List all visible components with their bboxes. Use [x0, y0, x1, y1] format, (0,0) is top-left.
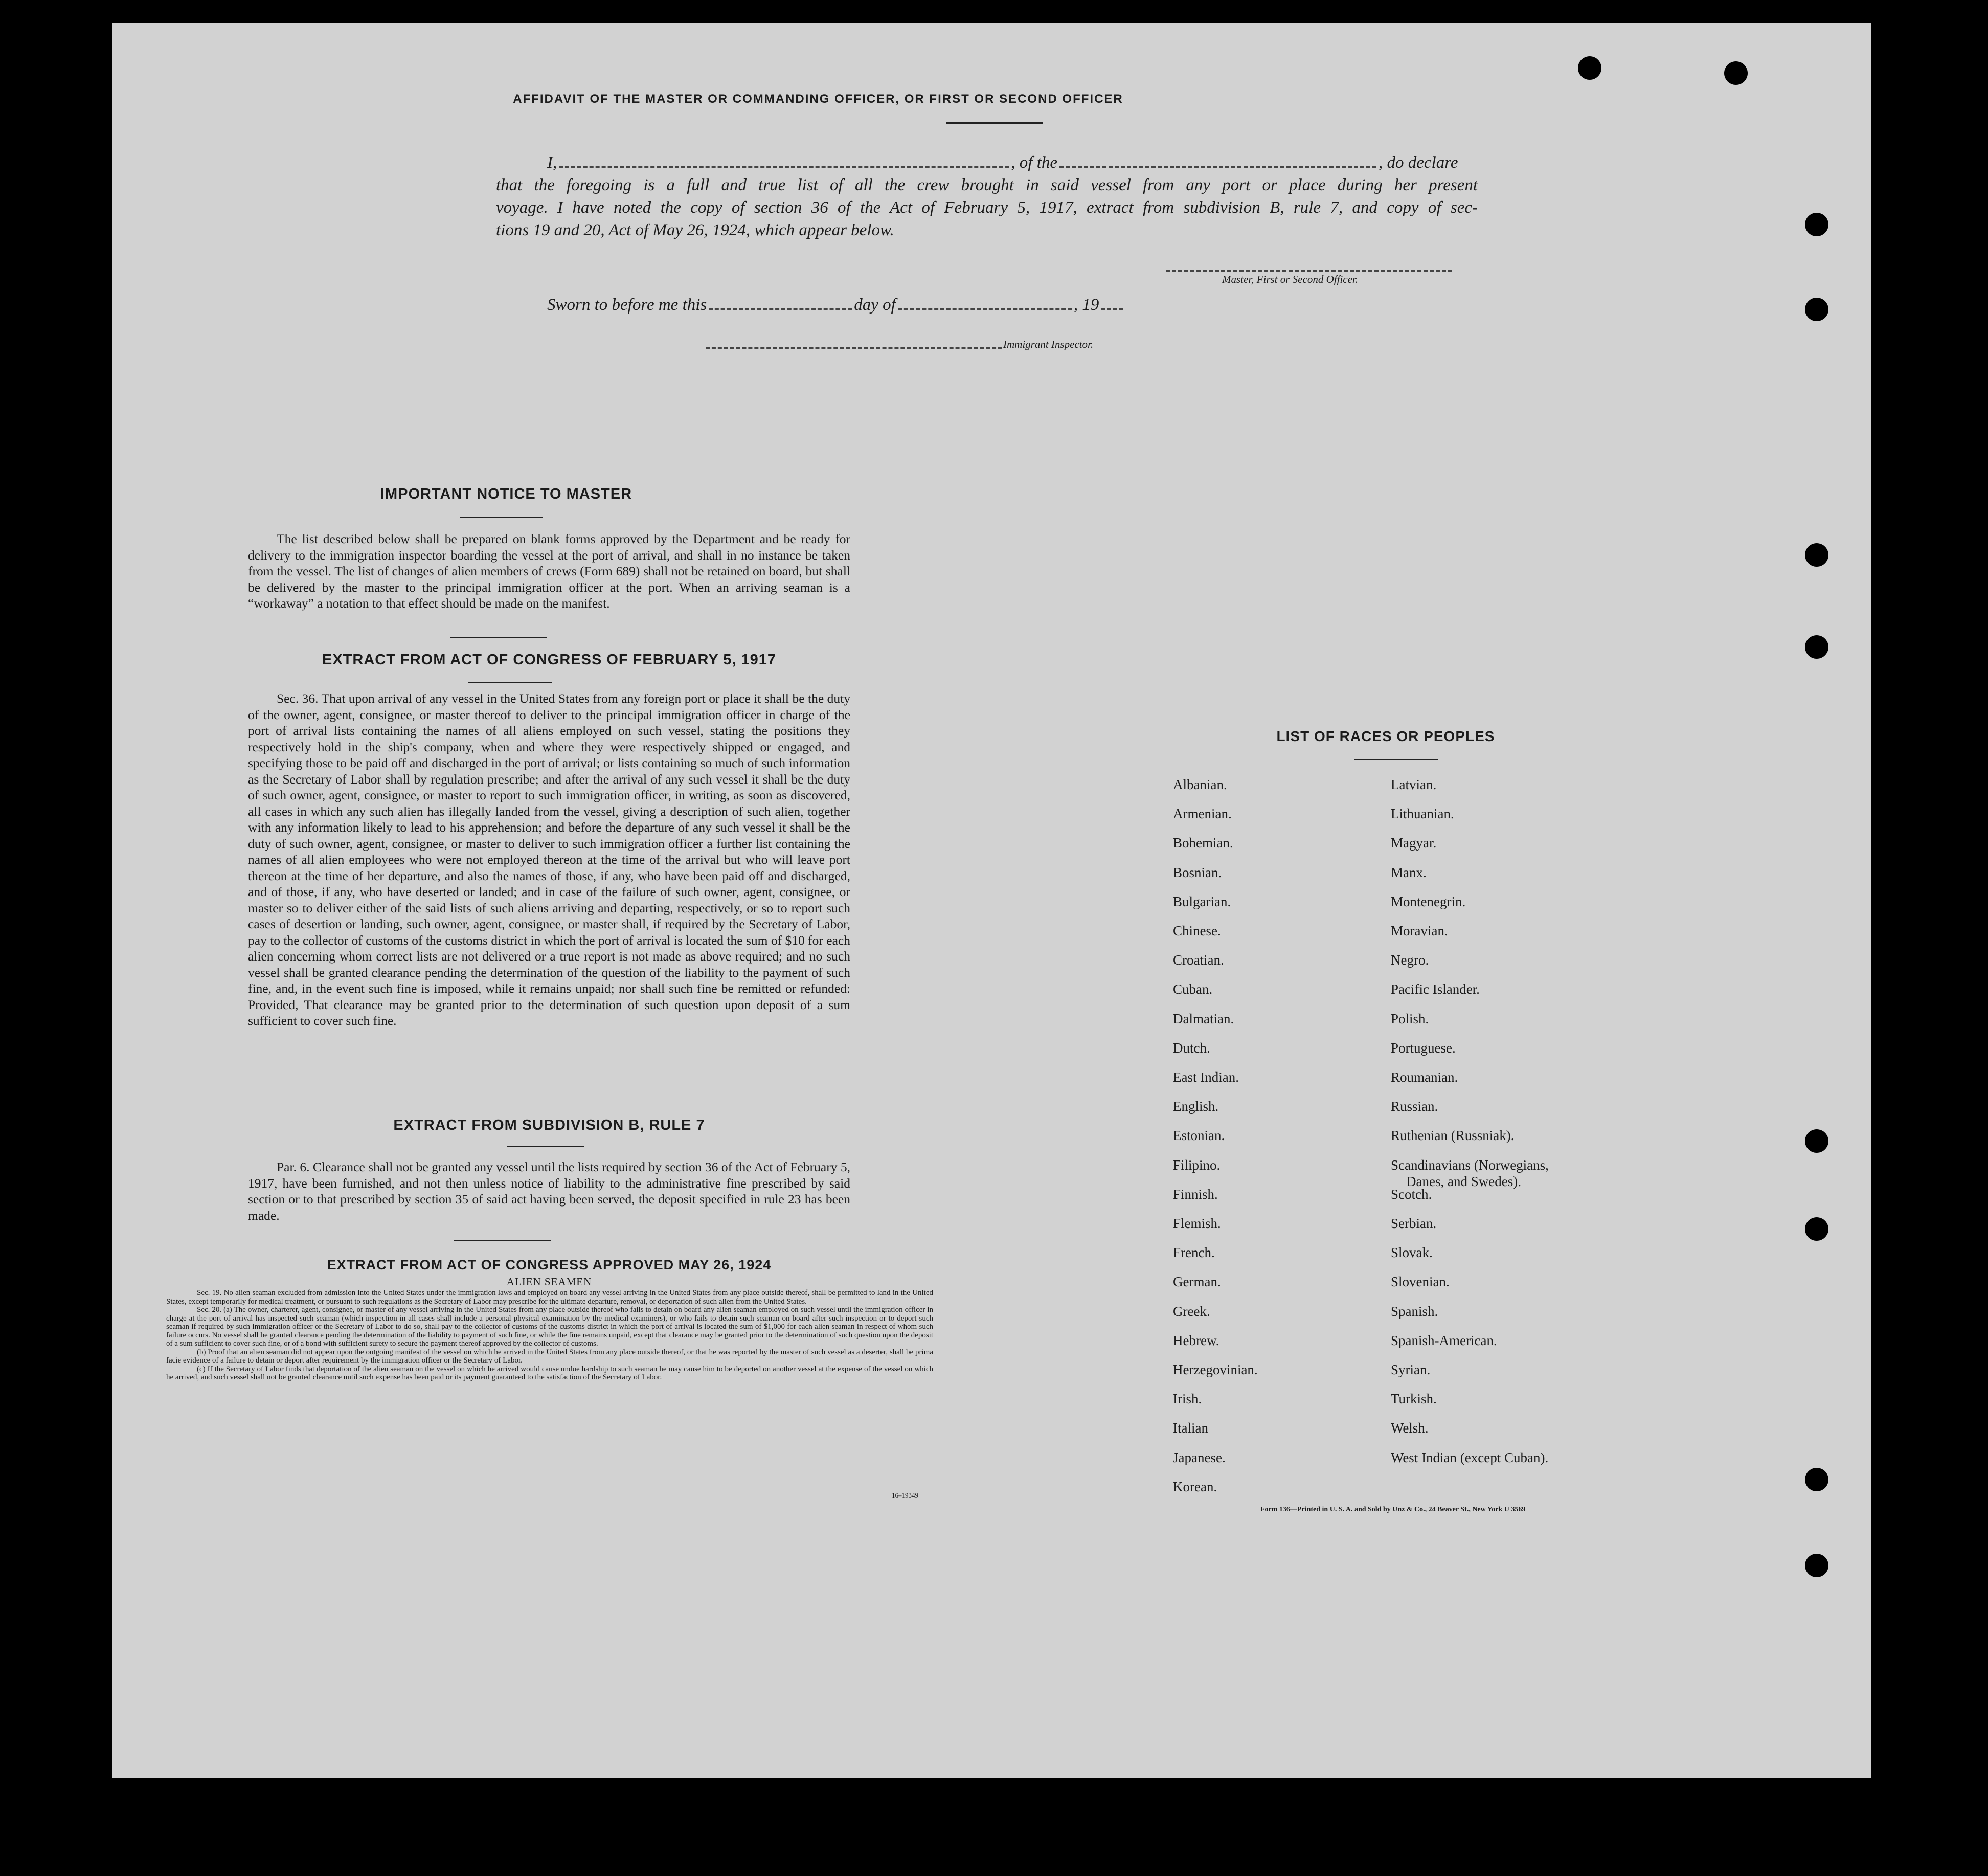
punch-hole	[1805, 1468, 1828, 1491]
inspector-label: Immigrant Inspector.	[1003, 338, 1094, 350]
race-item: East Indian.	[1173, 1069, 1239, 1085]
race-item: Roumanian.	[1391, 1069, 1458, 1085]
of-the-label: , of the	[1011, 153, 1057, 172]
title-underline	[946, 122, 1043, 124]
race-item: Scandinavians (Norwegians,	[1391, 1157, 1549, 1173]
race-item: German.	[1173, 1274, 1221, 1290]
race-item: Hebrew.	[1173, 1332, 1219, 1348]
sworn-label: Sworn to before me this	[547, 296, 707, 314]
punch-hole	[1805, 298, 1828, 321]
notice-rule	[460, 517, 543, 518]
affidavit-line-1	[496, 151, 1478, 174]
race-item: Japanese.	[1173, 1449, 1226, 1465]
race-item: Estonian.	[1173, 1128, 1225, 1144]
sec-19: Sec. 19. No alien seaman excluded from admission into the United States under the immigration laws and employed on board any vessel arriving in the United States from any place outside thereof, shall be permitted to land in the United States, except temporarily for medical treatment, or pursuant to such regulations as the Secretary of Labor may prescribe for the ultimate departure, removal, or deportation of such alien from the United States.	[166, 1289, 933, 1306]
master-signature-label: Master, First or Second Officer.	[1222, 273, 1358, 285]
rule7-text: Par. 6. Clearance shall not be granted any vessel until the lists required by section 36 of the Act of February 5, 1917, have been furnished, and not then unless notice of liability to the administrative fine prescribed by said section or to that prescribed by section 35 of said act having been served, the deposit specified in rule 23 has been made.	[248, 1159, 850, 1223]
race-item: Moravian.	[1391, 923, 1448, 939]
race-item: Danes, and Swedes).	[1406, 1173, 1521, 1189]
rule7-title: EXTRACT FROM SUBDIVISION B, RULE 7	[393, 1117, 705, 1133]
race-item: Dalmatian.	[1173, 1011, 1234, 1026]
punch-hole	[1578, 56, 1601, 80]
affidavit-line-3: voyage. I have noted the copy of section 36 of the Act of February 5, 1917, extract from subdivision B, rule 7, and copy of sec-	[496, 198, 1478, 217]
notice-title: IMPORTANT NOTICE TO MASTER	[380, 486, 632, 502]
punch-hole	[1805, 1217, 1828, 1241]
punch-hole	[1805, 543, 1828, 567]
race-item: English.	[1173, 1099, 1219, 1114]
print-code: 16–19349	[892, 1491, 918, 1499]
inspector-signature-line	[706, 347, 1002, 349]
alien-seamen-subtitle: ALIEN SEAMEN	[506, 1276, 592, 1288]
race-item: West Indian (except Cuban).	[1391, 1449, 1549, 1465]
affidavit-title: AFFIDAVIT OF THE MASTER OR COMMANDING OFFICER, OR FIRST OR SECOND OFFICER	[513, 92, 1123, 106]
punch-hole	[1805, 213, 1828, 236]
form-footer: Form 136—Printed in U. S. A. and Sold by Unz & Co., 24 Beaver St., New York U 3569	[1260, 1506, 1526, 1513]
affidavit-line-4: tions 19 and 20, Act of May 26, 1924, which appear below.	[496, 221, 894, 239]
race-item: Welsh.	[1391, 1420, 1429, 1436]
document-page	[112, 23, 1871, 1778]
race-item: Portuguese.	[1391, 1040, 1456, 1056]
race-item: Bohemian.	[1173, 835, 1233, 851]
day-of-label: day of	[854, 296, 896, 314]
sec-20a: Sec. 20. (a) The owner, charterer, agent, consignee, or master of any vessel arriving in the United States from any place outside thereof who fails to detain on board any alien seaman employed on such vessel until the immigration officer in charge at the port of arrival has inspected such seaman (which inspection in all cases shall include a personal physical examination by the medical examiners), or who fails to detain such seaman on board after such inspection or to deport such seaman if required by such immigration officer or the Secretary of Labor to do so, shall pay to the collector of customs of the customs district in which the port of arrival is located the sum of $1,000 for each alien seaman in respect of whom such failure occurs. No vessel shall be granted clearance pending the determination of the liability to payment of such fine, or while the fine remains unpaid, except that clearance may be granted prior to the determination of such question upon the deposit of a sum sufficient to cover such fine, or of a bond with sufficient surety to secure the payment thereof approved by the collector of customs.	[166, 1306, 933, 1348]
race-item: Ruthenian (Russniak).	[1391, 1128, 1515, 1144]
do-declare-label: , do declare	[1378, 153, 1458, 172]
extract-1917-text: Sec. 36. That upon arrival of any vessel in the United States from any foreign port or place it shall be the duty of the owner, agent, consignee, or master thereof to deliver to the principal immigration officer in charge of the port of arrival lists containing the names of all aliens employed on such vessel, stating the positions they respectively hold in the ship's company, when and where they were respectively shipped or engaged, and specifying those to be paid off and discharged in the port of arrival; or lists containing so much of such information as the Secretary of Labor shall by regulation prescribe; and after the arrival of any such vessel it shall be the duty of such owner, agent, consignee, or master to report to such immigration officer, in writing, as soon as discovered, all cases in which any such alien has illegally landed from the vessel, giving a description of such alien, together with any information likely to lead to his apprehension; and before the departure of any such vessel it shall be the duty of such owner, agent, consignee, or master to deliver to such immigration officer a further list containing the names of all alien employees who were not employed thereon at the time of the arrival but who will leave port thereon at the time of her departure, and also the names of those, if any, who have been paid off and discharged, and of those, if any, who have deserted or landed; and in case of the failure of such owner, agent, consignee, or master so to deliver either of the said lists of such aliens arriving and departing, respectively, or so to report such cases of desertion or landing, such owner, agent, consignee, or master shall, if required by the Secretary of Labor, pay to the collector of customs of the customs district in which the port of arrival is located the sum of $10 for each alien concerning whom correct lists are not delivered or a true report is not made as above required; and no such vessel shall be granted clearance pending the determination of the question of the liability to the payment of such fine, and, in the event such fine is imposed, while it remains unpaid; nor shall such fine be remitted or refunded: Provided, That clearance may be granted prior to the determination of such question upon deposit of a sum sufficient to cover such fine.	[248, 691, 850, 1028]
race-item: Filipino.	[1173, 1157, 1221, 1173]
punch-hole	[1724, 61, 1748, 85]
race-item: Chinese.	[1173, 923, 1221, 939]
sec-20b: (b) Proof that an alien seaman did not appear upon the outgoing manifest of the vessel on which he arrived in the United States from any place outside thereof, or that he was reported by the master of such vessel as a deserter, shall be prima facie evidence of a failure to detain or deport after requirement by the immigration officer or the Secretary of Labor.	[166, 1348, 933, 1365]
punch-hole	[1805, 1554, 1828, 1577]
year-label: , 19	[1073, 296, 1099, 314]
race-item: Magyar.	[1391, 835, 1437, 851]
extract-1924-text	[166, 1289, 933, 1382]
divider	[454, 1240, 551, 1241]
race-item: Albanian.	[1173, 777, 1227, 792]
sec-20c: (c) If the Secretary of Labor finds that deportation of the alien seaman on the vessel on which he arrived would cause undue hardship to such seaman he may cause him to be deported on another vessel at the expense of the vessel on which he arrived, and such vessel shall not be granted clearance until such expense has been paid or its payment guaranteed to the satisfaction of the Secretary of Labor.	[166, 1365, 933, 1381]
punch-hole	[1805, 635, 1828, 659]
race-item: Spanish.	[1391, 1303, 1438, 1319]
races-rule	[1354, 759, 1438, 760]
extract-1917-rule	[468, 682, 552, 683]
race-item: Greek.	[1173, 1303, 1210, 1319]
race-item: Cuban.	[1173, 981, 1213, 997]
race-item: Montenegrin.	[1391, 894, 1466, 909]
race-item: Slovak.	[1391, 1245, 1433, 1261]
race-item: Bulgarian.	[1173, 894, 1231, 909]
race-item: Russian.	[1391, 1099, 1438, 1114]
race-item: Italian	[1173, 1420, 1208, 1436]
rule7-rule	[507, 1146, 584, 1147]
race-item: Polish.	[1391, 1011, 1429, 1026]
race-item: Flemish.	[1173, 1216, 1221, 1231]
affidavit-line-2: that the foregoing is a full and true list of all the crew brought in said vessel from any port or place during her present	[496, 176, 1478, 194]
race-item: Serbian.	[1391, 1216, 1437, 1231]
punch-hole	[1805, 1129, 1828, 1153]
divider	[450, 637, 547, 638]
race-item: Korean.	[1173, 1479, 1217, 1494]
sworn-line	[547, 294, 1125, 316]
extract-1917-title: EXTRACT FROM ACT OF CONGRESS OF FEBRUARY 5, 1917	[322, 652, 777, 668]
race-item: Turkish.	[1391, 1391, 1437, 1407]
race-item: Lithuanian.	[1391, 806, 1454, 822]
race-item: Croatian.	[1173, 952, 1224, 968]
race-item: French.	[1173, 1245, 1215, 1261]
race-item: Syrian.	[1391, 1362, 1431, 1377]
race-item: Slovenian.	[1391, 1274, 1450, 1290]
notice-text: The list described below shall be prepared on blank forms approved by the Department and be ready for delivery to the immigration inspector boarding the vessel at the port of arrival, and shall in no instance be taken from the vessel. The list of changes of alien members of crews (Form 689) shall not be retained on board, but shall be delivered by the master to the principal immigration officer at the port. When an arriving seaman is a “workaway” a notation to that effect should be made on the manifest.	[248, 531, 850, 611]
i-label: I,	[547, 153, 557, 172]
race-item: Pacific Islander.	[1391, 981, 1480, 997]
race-item: Negro.	[1391, 952, 1429, 968]
races-title: LIST OF RACES OR PEOPLES	[1276, 728, 1495, 744]
extract-1924-title: EXTRACT FROM ACT OF CONGRESS APPROVED MAY 26, 1924	[327, 1257, 772, 1272]
race-item: Bosnian.	[1173, 864, 1222, 880]
race-item: Manx.	[1391, 864, 1427, 880]
race-item: Armenian.	[1173, 806, 1232, 822]
master-signature-line	[1166, 270, 1452, 272]
race-item: Latvian.	[1391, 777, 1437, 792]
race-item: Finnish.	[1173, 1186, 1218, 1202]
race-item: Herzegovinian.	[1173, 1362, 1258, 1377]
affidavit-body	[496, 151, 1478, 241]
race-item: Spanish-American.	[1391, 1332, 1497, 1348]
race-item: Irish.	[1173, 1391, 1202, 1407]
race-item: Scotch.	[1391, 1186, 1432, 1202]
race-item: Dutch.	[1173, 1040, 1210, 1056]
